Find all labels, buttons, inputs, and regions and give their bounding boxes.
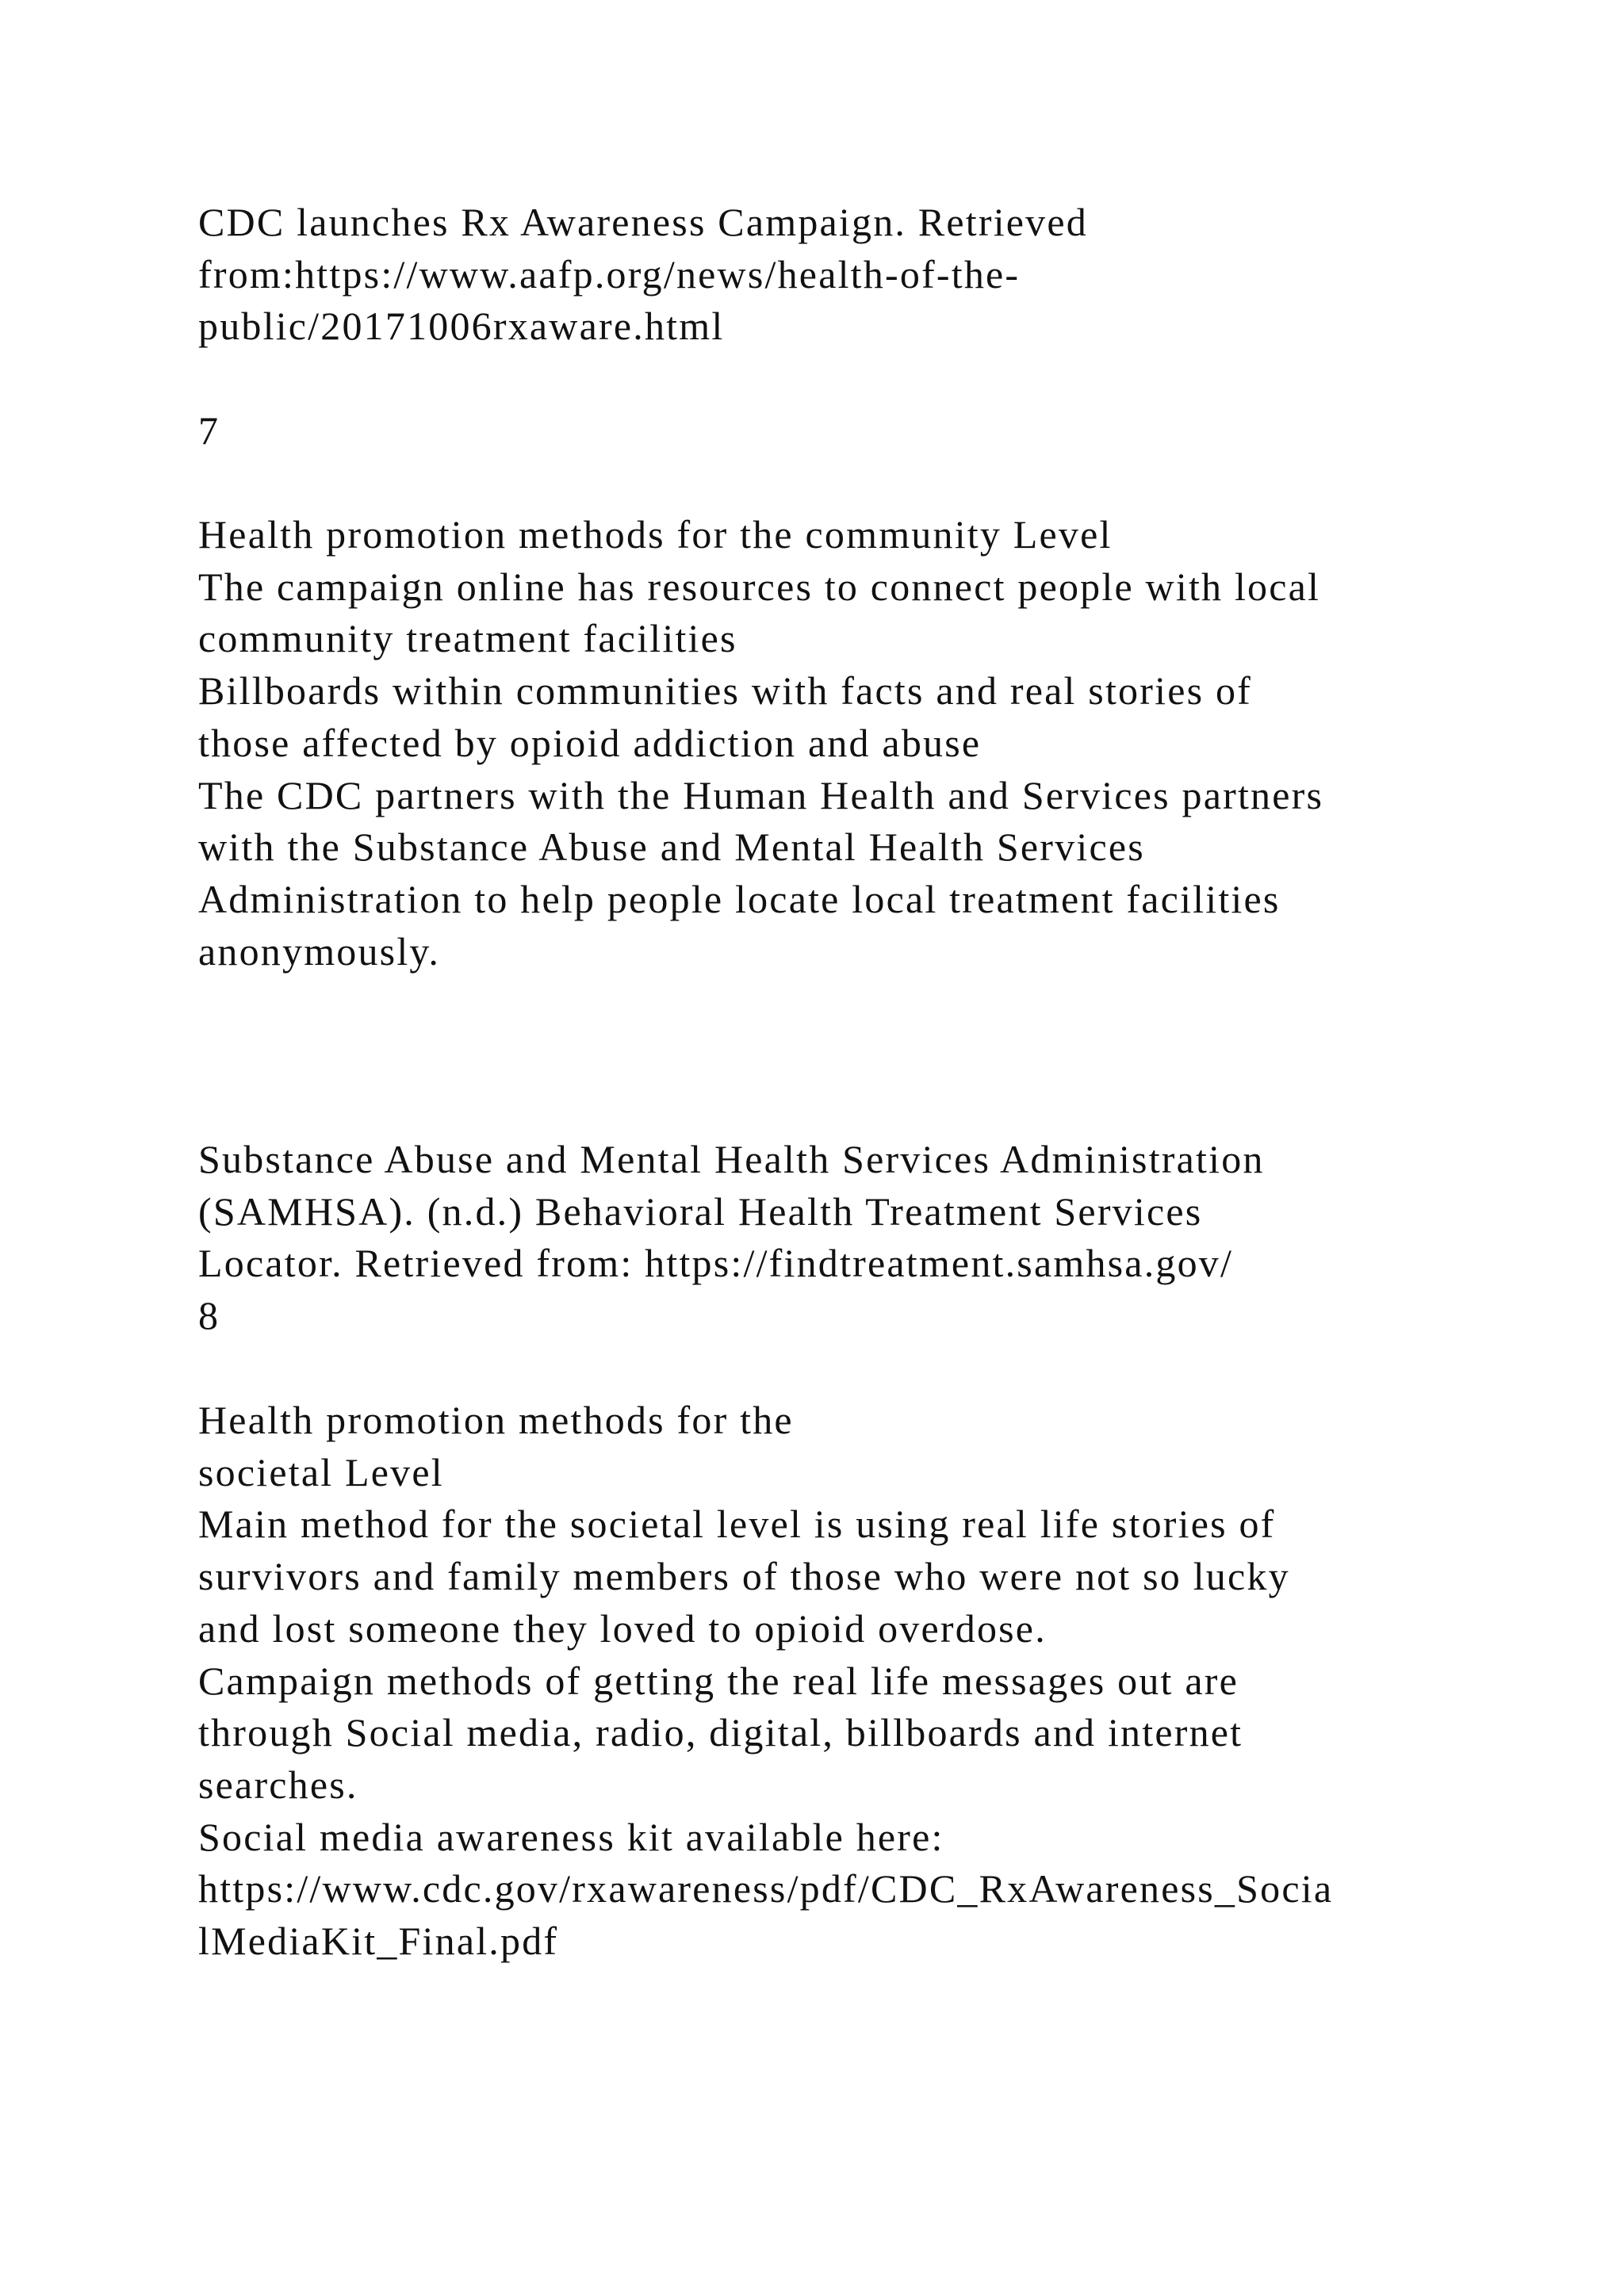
text-line: Billboards within communities with facts and real stories of [198,668,1252,714]
text-line: Locator. Retrieved from: https://findtreatment.samhsa.gov/ [198,1241,1234,1286]
text-line: community treatment facilities [198,616,737,661]
reference-cdc-campaign [198,197,1507,353]
text-line: public/20171006rxaware.html [198,304,725,349]
text-line: (SAMHSA). (n.d.) Behavioral Health Treatment Services [198,1188,1203,1234]
text-line: Campaign methods of getting the real life messages out are [198,1658,1239,1703]
text-line: survivors and family members of those who were not so lucky [198,1554,1290,1599]
page-number: 7 [198,408,220,453]
text-line: searches. [198,1762,358,1807]
url-line: lMediaKit_Final.pdf [198,1919,559,1964]
reference-samhsa-locator [198,1134,1507,1342]
text-line: from:https://www.aafp.org/news/health-of-the- [198,251,1021,297]
url-line: https://www.cdc.gov/rxawareness/pdf/CDC_RxAwareness_Socia [198,1866,1334,1911]
text-line: with the Substance Abuse and Mental Health Services [198,825,1145,870]
page-number: 8 [198,1293,220,1338]
section-heading: Health promotion methods for the [198,1398,794,1442]
text-line: through Social media, radio, digital, billboards and internet [198,1710,1243,1755]
community-level-section [198,509,1507,978]
text-line: and lost someone they loved to opioid overdose. [198,1605,1047,1651]
page-number-7 [198,405,1507,457]
text-line: The campaign online has resources to connect people with local [198,564,1321,609]
section-heading: societal Level [198,1449,444,1494]
section-heading: Health promotion methods for the community Level [198,512,1113,557]
societal-level-section [198,1395,1507,1968]
text-line: those affected by opioid addiction and abuse [198,720,982,765]
text-line: CDC launches Rx Awareness Campaign. Retrieved [198,200,1088,244]
text-line: Main method for the societal level is using real life stories of [198,1502,1276,1547]
text-line: Administration to help people locate local treatment facilities [198,876,1281,921]
text-line: Social media awareness kit available here: [198,1814,944,1859]
text-line: anonymously. [198,928,441,974]
text-line: Substance Abuse and Mental Health Services Administration [198,1137,1265,1181]
text-line: The CDC partners with the Human Health and Services partners [198,772,1324,817]
